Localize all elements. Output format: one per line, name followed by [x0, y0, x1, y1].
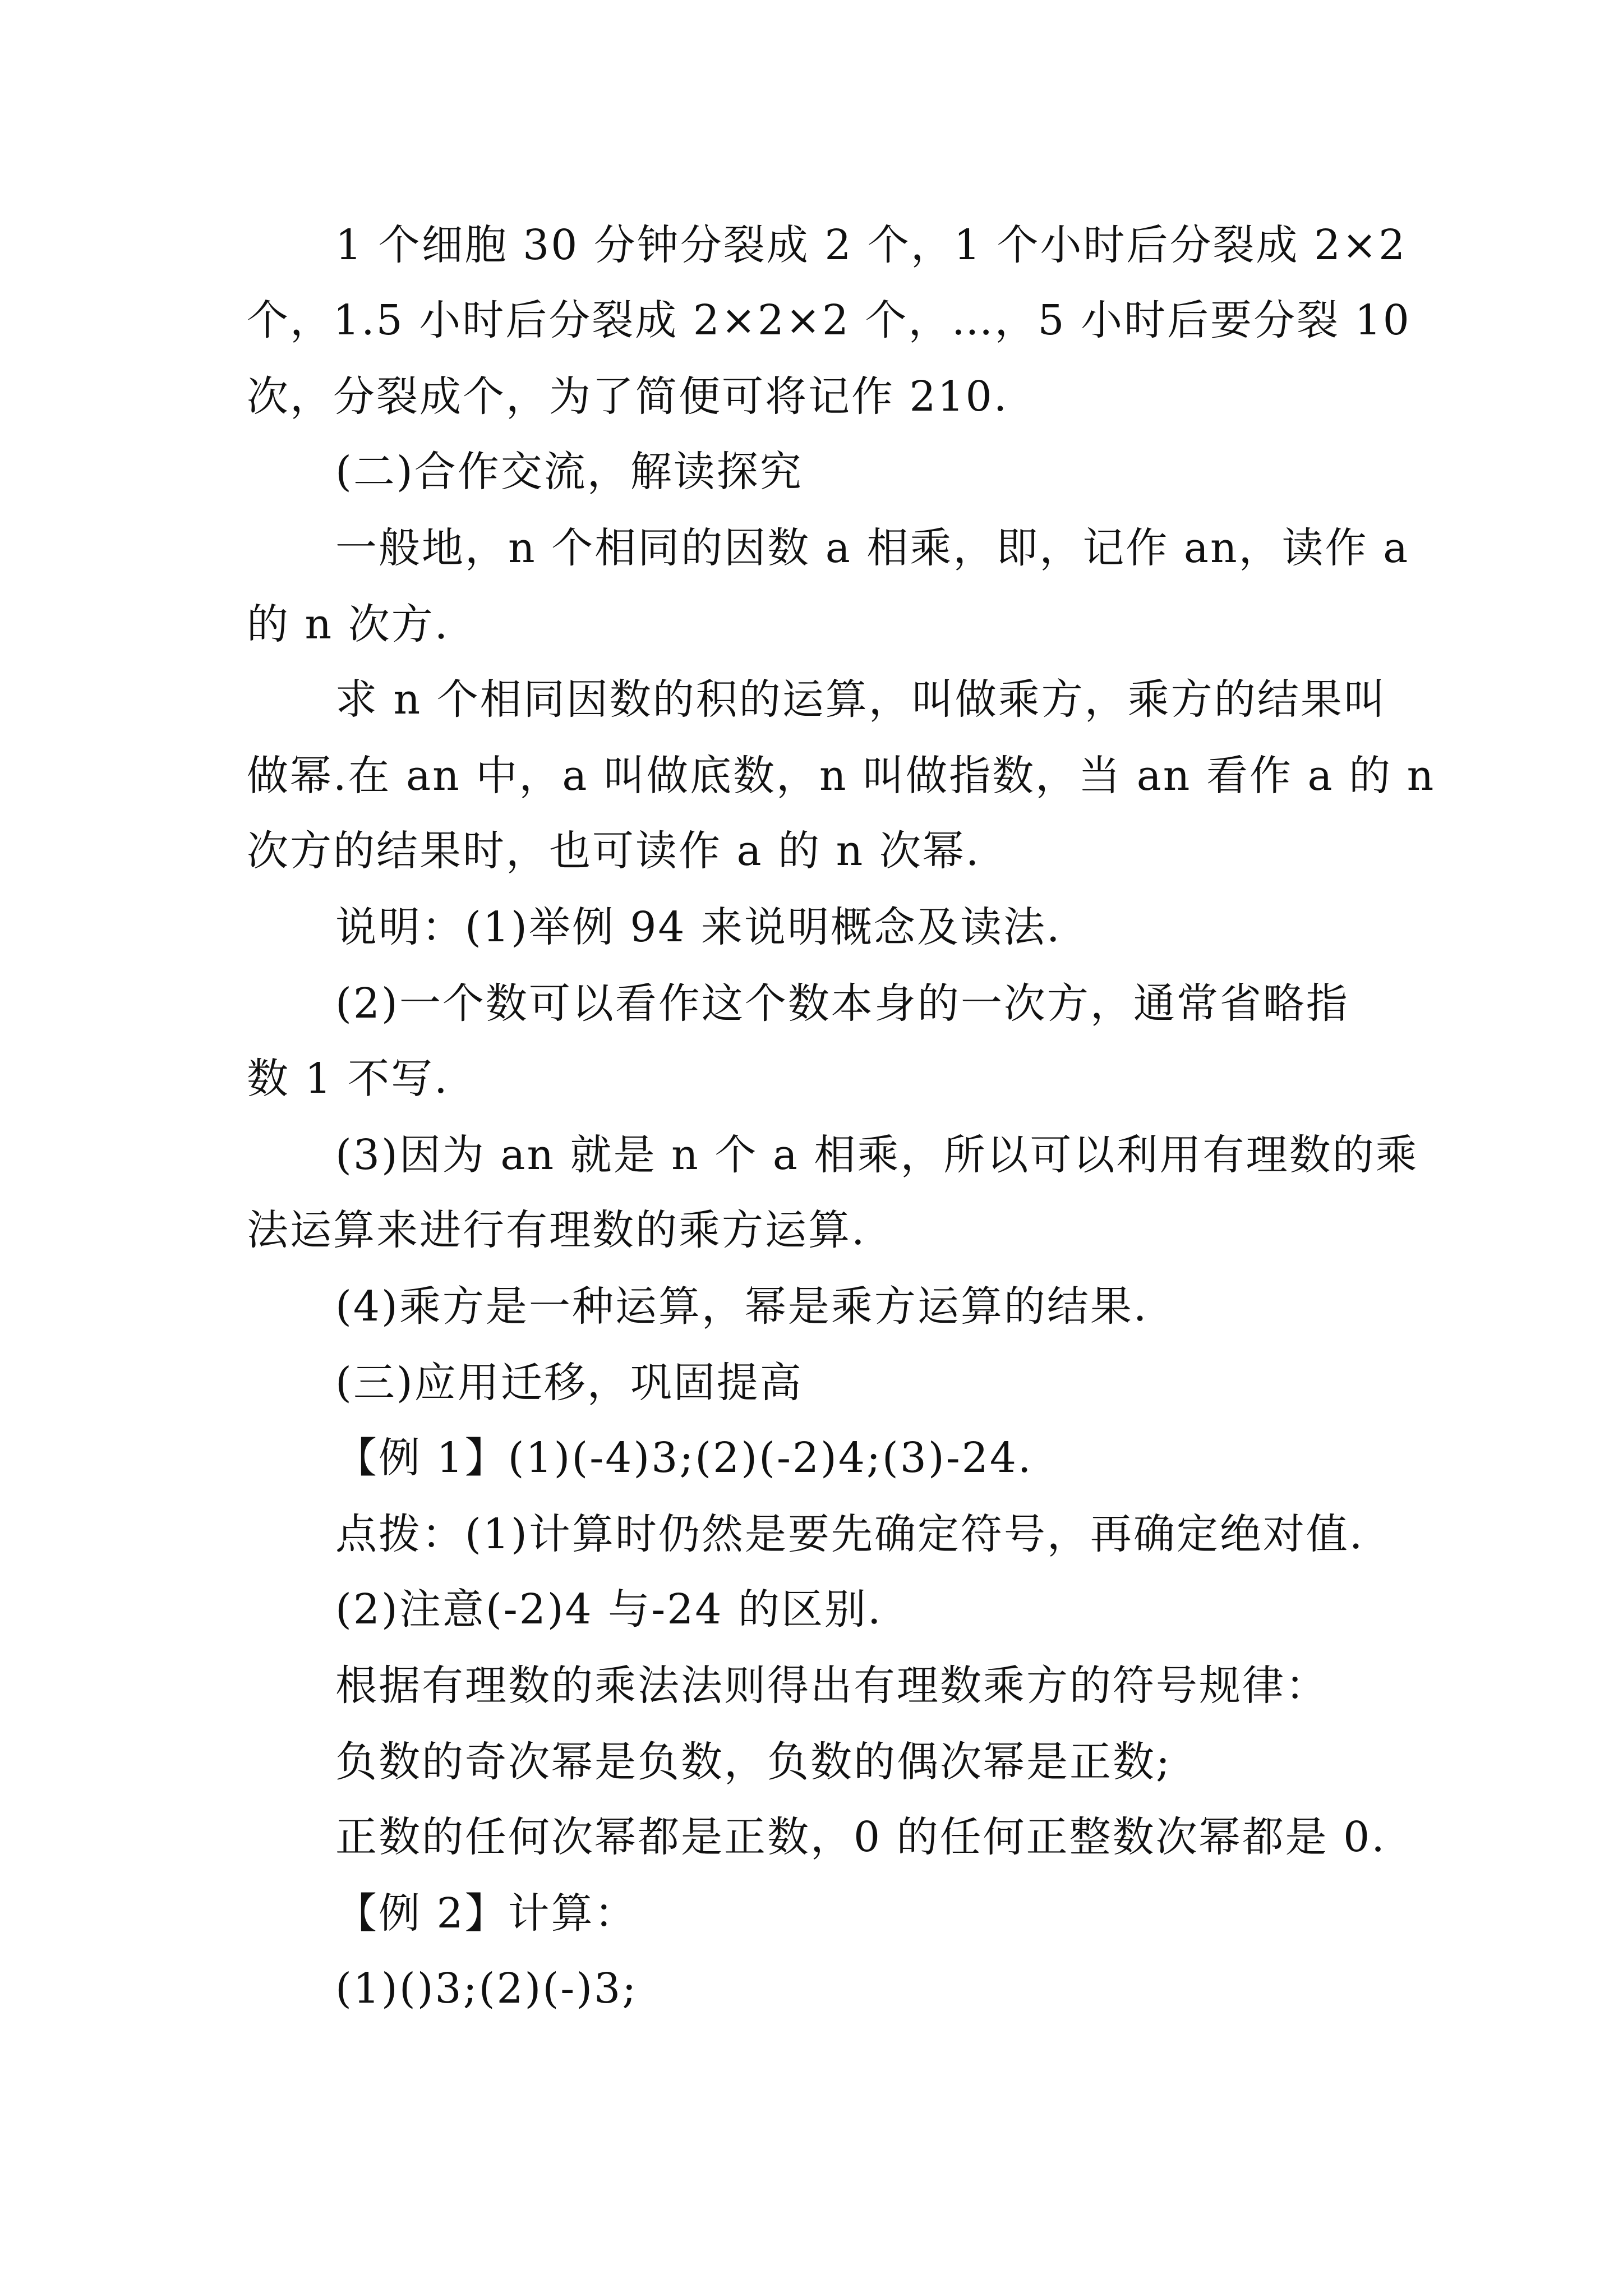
example-line: 【例 2】计算： — [335, 1889, 638, 1938]
paragraph-line: 1 个细胞 30 分钟分裂成 2 个，1 个小时后分裂成 2×2 — [335, 221, 1407, 269]
paragraph-line: 根据有理数的乘法法则得出有理数乘方的符号规律： — [335, 1662, 1329, 1710]
paragraph-line: (1)()3;(2)(-)3; — [335, 1964, 638, 2013]
paragraph-line: 个，1.5 小时后分裂成 2×2×2 个，…，5 小时后要分裂 10 — [247, 296, 1411, 344]
paragraph-line: 一般地，n 个相同的因数 a 相乘，即，记作 an，读作 a — [335, 524, 1410, 572]
paragraph-line: 点拨：(1)计算时仍然是要先确定符号，再确定绝对值. — [335, 1510, 1364, 1558]
section-heading: (二)合作交流，解读探究 — [335, 448, 803, 496]
paragraph-line: 求 n 个相同因数的积的运算，叫做乘方，乘方的结果叫 — [335, 675, 1387, 724]
paragraph-line: (2)一个数可以看作这个数本身的一次方，通常省略指 — [335, 979, 1349, 1028]
paragraph-line: (4)乘方是一种运算，幂是乘方运算的结果. — [335, 1282, 1149, 1331]
paragraph-line: 次，分裂成个，为了简便可将记作 210. — [247, 372, 1009, 421]
paragraph-line: 数 1 不写. — [247, 1055, 449, 1103]
paragraph-line: 负数的奇次幂是负数，负数的偶次幂是正数; — [335, 1738, 1172, 1786]
example-line: 【例 1】(1)(-4)3;(2)(-2)4;(3)-24. — [335, 1434, 1033, 1482]
paragraph-line: 次方的结果时，也可读作 a 的 n 次幂. — [247, 827, 981, 875]
paragraph-line: 法运算来进行有理数的乘方运算. — [247, 1206, 866, 1254]
paragraph-line: 做幂.在 an 中，a 叫做底数，n 叫做指数，当 an 看作 a 的 n — [247, 752, 1436, 800]
paragraph-line: (3)因为 an 就是 n 个 a 相乘，所以可以利用有理数的乘 — [335, 1131, 1419, 1179]
section-heading: (三)应用迁移，巩固提高 — [335, 1359, 803, 1407]
paragraph-line: 正数的任何次幂都是正数，0 的任何正整数次幂都是 0. — [335, 1813, 1386, 1861]
paragraph-line: (2)注意(-2)4 与-24 的区别. — [335, 1585, 883, 1634]
paragraph-line: 的 n 次方. — [247, 600, 450, 648]
paragraph-line: 说明：(1)举例 94 来说明概念及读法. — [335, 903, 1062, 951]
